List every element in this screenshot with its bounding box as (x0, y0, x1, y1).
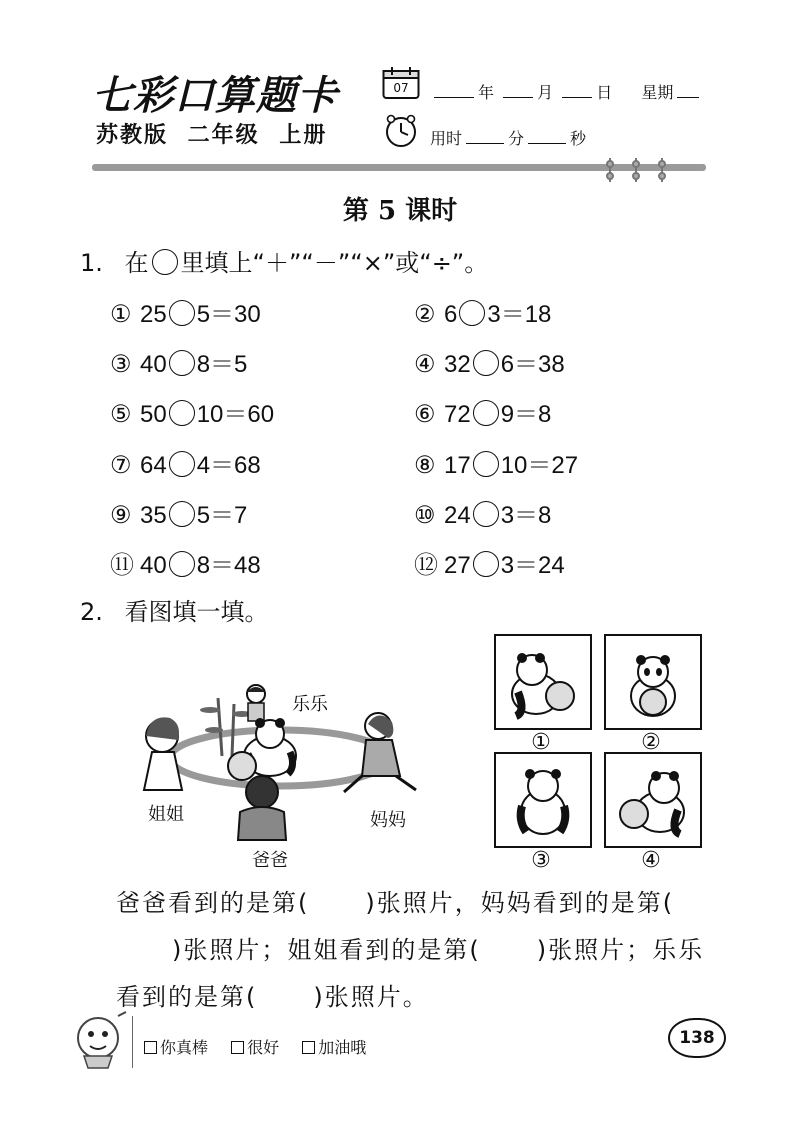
operand-rest: 9＝8 (500, 401, 552, 429)
sentence-part-1: 爸爸看到的是第( (116, 889, 310, 917)
operand-a: 17 (444, 451, 471, 479)
problem-mark: ⑦ (110, 451, 132, 479)
photo-mark-1: ① (531, 730, 551, 755)
section2-text: 看图填一填。 (124, 598, 269, 626)
operand-a: 32 (444, 351, 471, 379)
clock-icon (384, 114, 418, 148)
operand-rest: 10＝60 (196, 401, 275, 429)
problem-mark: ① (110, 301, 132, 328)
page-number: 138 (668, 1018, 726, 1058)
time-line (430, 126, 586, 149)
label-jiejie: 姐姐 (148, 804, 184, 825)
year-label: 年 (478, 83, 495, 102)
month-label: 月 (537, 83, 554, 102)
operator-blank[interactable] (169, 350, 195, 376)
time-used-label: 用时 (430, 129, 463, 148)
photo-2 (604, 634, 702, 730)
photo-mark-3: ③ (531, 848, 551, 873)
checkbox-icon[interactable] (231, 1041, 244, 1054)
date-line (430, 80, 703, 103)
sentence-part-2: )张照片，妈妈看到的是第( (365, 889, 675, 917)
bead-decoration (604, 156, 674, 184)
month-blank[interactable] (503, 83, 533, 98)
problem-item (414, 394, 551, 429)
day-blank[interactable] (562, 83, 592, 98)
self-rating (144, 1035, 384, 1058)
sentence-part-4: )张照片；乐乐看到的是第( (116, 936, 705, 1011)
operand-a: 50 (140, 401, 167, 429)
section1-number: 1. (80, 249, 103, 277)
label-baba: 爸爸 (252, 850, 288, 871)
calendar-day: 07 (393, 81, 409, 95)
operand-rest: 3＝8 (500, 501, 552, 529)
rating-great[interactable] (144, 1038, 208, 1057)
operand-a: 35 (140, 501, 167, 529)
operand-a: 27 (444, 552, 471, 579)
section2-instruction (80, 592, 269, 627)
mascot-icon (70, 1010, 130, 1070)
day-label: 日 (596, 83, 613, 102)
instruction-pre: 在 (124, 249, 149, 277)
problem-item (110, 294, 261, 329)
operator-blank[interactable] (473, 451, 499, 477)
problem-mark: ⑨ (110, 501, 132, 529)
panda-side-ball-left-icon (606, 754, 700, 846)
problem-mark: ④ (414, 351, 436, 379)
problem-item (110, 344, 247, 379)
minute-blank[interactable] (466, 129, 504, 144)
operator-blank[interactable] (169, 551, 195, 577)
problem-item (110, 394, 274, 429)
photo-mark-2: ② (641, 730, 661, 755)
brand-title: 七彩口算题卡 (92, 72, 338, 119)
weekday-blank[interactable] (677, 83, 699, 98)
instruction-post: 里填上“＋”“－”“×”或“÷”。 (180, 249, 489, 277)
photo-mark-4: ④ (641, 848, 661, 873)
operator-blank[interactable] (169, 501, 195, 527)
problem-mark: ⑤ (110, 401, 132, 429)
sentence-part-5: )张照片。 (313, 983, 429, 1011)
section1-instruction (80, 243, 488, 278)
label-mama: 妈妈 (370, 810, 406, 831)
operator-blank[interactable] (169, 451, 195, 477)
calendar-icon (382, 66, 420, 100)
operand-rest: 8＝48 (196, 552, 261, 579)
problem-mark: ② (414, 301, 436, 328)
operand-rest: 10＝27 (500, 451, 579, 479)
operand-rest: 4＝68 (196, 451, 261, 479)
label-lele: 乐乐 (292, 694, 328, 715)
operand-a: 72 (444, 401, 471, 429)
problem-mark: ⑪ (110, 552, 134, 579)
fill-in-sentence (116, 880, 726, 1021)
operator-blank[interactable] (459, 300, 485, 326)
section2-number: 2. (80, 598, 103, 626)
sentence-part-3: )张照片；姐姐看到的是第( (172, 936, 481, 964)
operand-rest: 8＝5 (196, 351, 248, 379)
problem-item (414, 344, 565, 379)
rating-keep-going-label: 加油哦 (318, 1038, 367, 1057)
panda-side-ball-icon (496, 636, 590, 728)
photo-3 (494, 752, 592, 848)
edition-label: 苏教版 二年级 上册 (96, 123, 328, 148)
problem-item (414, 445, 578, 480)
footer-divider (132, 1016, 133, 1068)
operator-blank[interactable] (473, 501, 499, 527)
problem-mark: ⑥ (414, 401, 436, 429)
problem-mark: ⑫ (414, 552, 438, 579)
weekday-label: 星期 (641, 83, 674, 102)
operand-rest: 5＝30 (196, 301, 261, 328)
operand-a: 6 (444, 301, 458, 328)
operand-a: 40 (140, 351, 167, 379)
rating-great-label: 你真棒 (160, 1038, 209, 1057)
rating-keep-going[interactable] (302, 1038, 366, 1057)
problem-mark: ③ (110, 351, 132, 379)
problem-item (110, 545, 261, 580)
circle-blank-icon (152, 249, 178, 275)
rating-good[interactable] (231, 1038, 279, 1057)
operator-blank[interactable] (473, 551, 499, 577)
operand-a: 24 (444, 501, 471, 529)
operand-rest: 6＝38 (500, 351, 565, 379)
second-label: 秒 (570, 129, 587, 148)
photo-1 (494, 634, 592, 730)
year-blank[interactable] (434, 83, 474, 98)
problem-item (110, 495, 247, 530)
second-blank[interactable] (528, 129, 566, 144)
photo-4 (604, 752, 702, 848)
problem-mark: ⑧ (414, 451, 436, 479)
operand-rest: 3＝18 (487, 301, 552, 328)
problem-item (414, 545, 565, 580)
operator-blank[interactable] (169, 400, 195, 426)
lesson-title: 第 5 课时 (342, 196, 458, 226)
operator-blank[interactable] (473, 350, 499, 376)
panda-back-icon (496, 754, 590, 846)
problem-item (110, 445, 261, 480)
problem-mark: ⑩ (414, 501, 436, 529)
operand-a: 40 (140, 552, 167, 579)
minute-label: 分 (508, 129, 525, 148)
problem-item (414, 495, 551, 530)
checkbox-icon[interactable] (144, 1041, 157, 1054)
rating-good-label: 很好 (247, 1038, 280, 1057)
panda-front-ball-icon (606, 636, 700, 728)
operand-rest: 3＝24 (500, 552, 565, 579)
operator-blank[interactable] (169, 300, 195, 326)
operand-a: 64 (140, 451, 167, 479)
operand-a: 25 (140, 301, 167, 328)
operator-blank[interactable] (473, 400, 499, 426)
checkbox-icon[interactable] (302, 1041, 315, 1054)
operand-rest: 5＝7 (196, 501, 248, 529)
problem-item (414, 294, 551, 329)
